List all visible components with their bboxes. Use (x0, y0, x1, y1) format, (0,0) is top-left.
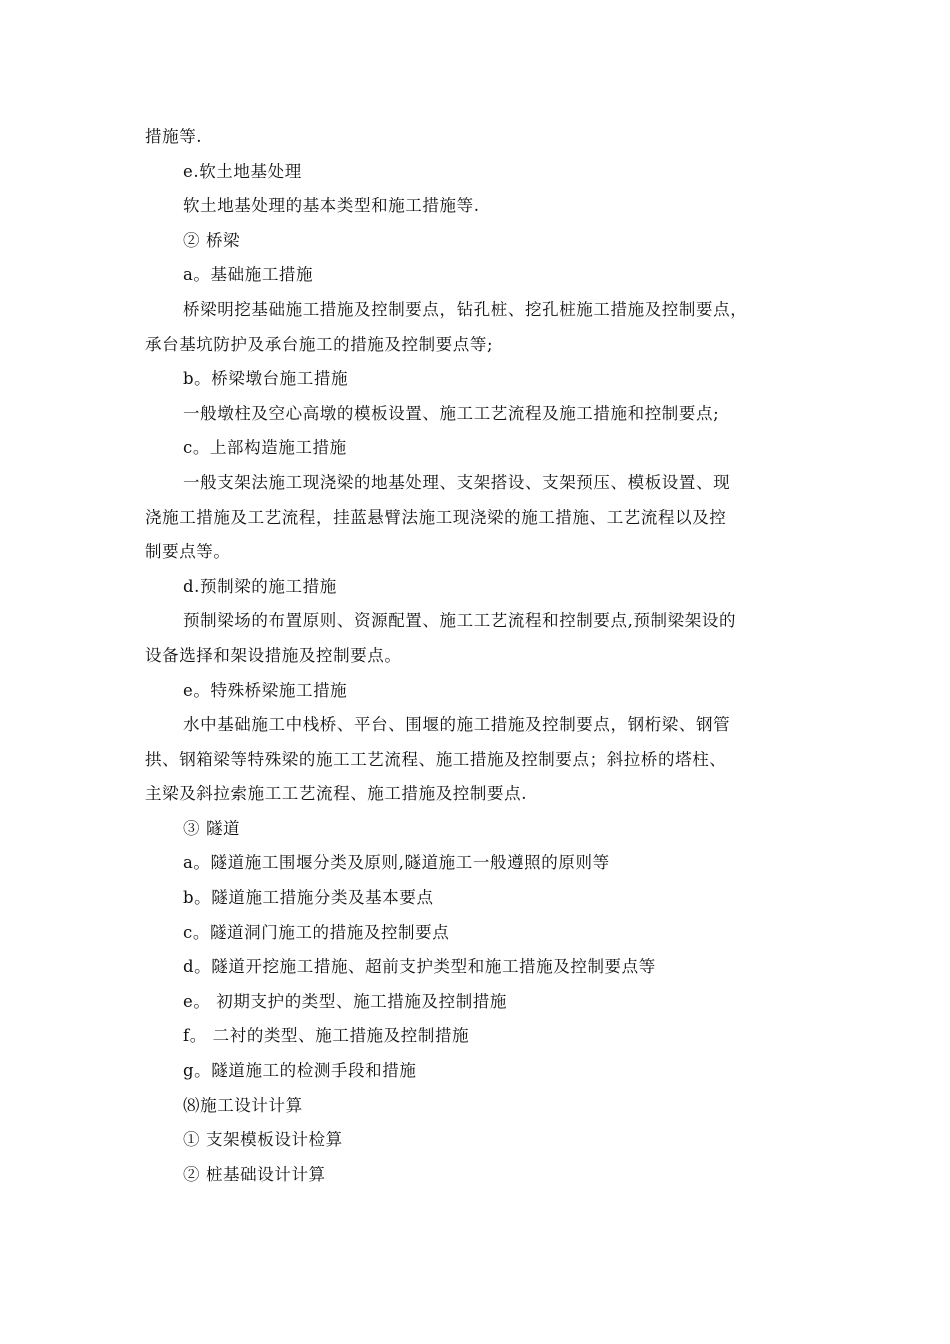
text-line: 措施等. (145, 127, 203, 146)
text-line: 一般墩柱及空心高墩的模板设置、施工工艺流程及施工措施和控制要点; (183, 403, 720, 423)
text-line: 水中基础施工中栈桥、平台、围堰的施工措施及控制要点，钢桁梁、钢管 (183, 715, 731, 735)
text-line: ⑻施工设计计算 (183, 1095, 303, 1115)
text-line: 一般支架法施工现浇梁的地基处理、支架搭设、支架预压、模板设置、现 (183, 472, 731, 492)
text-line: b。隧道施工措施分类及基本要点 (183, 888, 434, 908)
text-line: e。 初期支护的类型、施工措施及控制措施 (183, 991, 508, 1011)
text-line: 桥梁明挖基础施工措施及控制要点，钻孔桩、挖孔桩施工措施及控制要点， (183, 299, 748, 319)
text-line: e.软土地基处理 (183, 161, 302, 181)
text-line: a。基础施工措施 (183, 265, 314, 285)
text-line: 软土地基处理的基本类型和施工措施等. (183, 196, 480, 216)
document-body (145, 120, 825, 1192)
text-line: c。隧道洞门施工的措施及控制要点 (183, 922, 450, 942)
text-line: 主梁及斜拉索施工工艺流程、施工措施及控制要点. (145, 784, 528, 804)
text-line: ③ 隧道 (183, 818, 241, 838)
text-line: f。 二衬的类型、施工措施及控制措施 (183, 1026, 470, 1046)
text-line: ① 支架模板设计检算 (183, 1130, 343, 1150)
text-line: 预制梁场的布置原则、资源配置、施工工艺流程和控制要点,预制梁架设的 (183, 611, 737, 631)
text-line: 承台基坑防护及承台施工的措施及控制要点等; (145, 334, 494, 354)
text-line: 浇施工措施及工艺流程，挂蓝悬臂法施工现浇梁的施工措施、工艺流程以及控 (145, 507, 727, 527)
text-line: 设备选择和架设措施及控制要点。 (145, 645, 402, 665)
text-line: ② 桩基础设计计算 (183, 1164, 326, 1184)
text-line: 拱、钢箱梁等特殊梁的施工工艺流程、施工措施及控制要点；斜拉桥的塔柱、 (145, 749, 727, 769)
text-line: e。特殊桥梁施工措施 (183, 680, 348, 700)
text-line: 制要点等。 (145, 542, 231, 562)
text-line: g。隧道施工的检测手段和措施 (183, 1061, 417, 1081)
text-line: d。隧道开挖施工措施、超前支护类型和施工措施及控制要点等 (183, 957, 656, 977)
text-line: b。桥梁墩台施工措施 (183, 369, 349, 389)
text-line: ② 桥梁 (183, 230, 241, 250)
text-line: a。隧道施工围堰分类及原则,隧道施工一般遵照的原则等 (183, 853, 610, 873)
text-line: c。上部构造施工措施 (183, 438, 347, 458)
text-line: d.预制梁的施工措施 (183, 576, 337, 596)
